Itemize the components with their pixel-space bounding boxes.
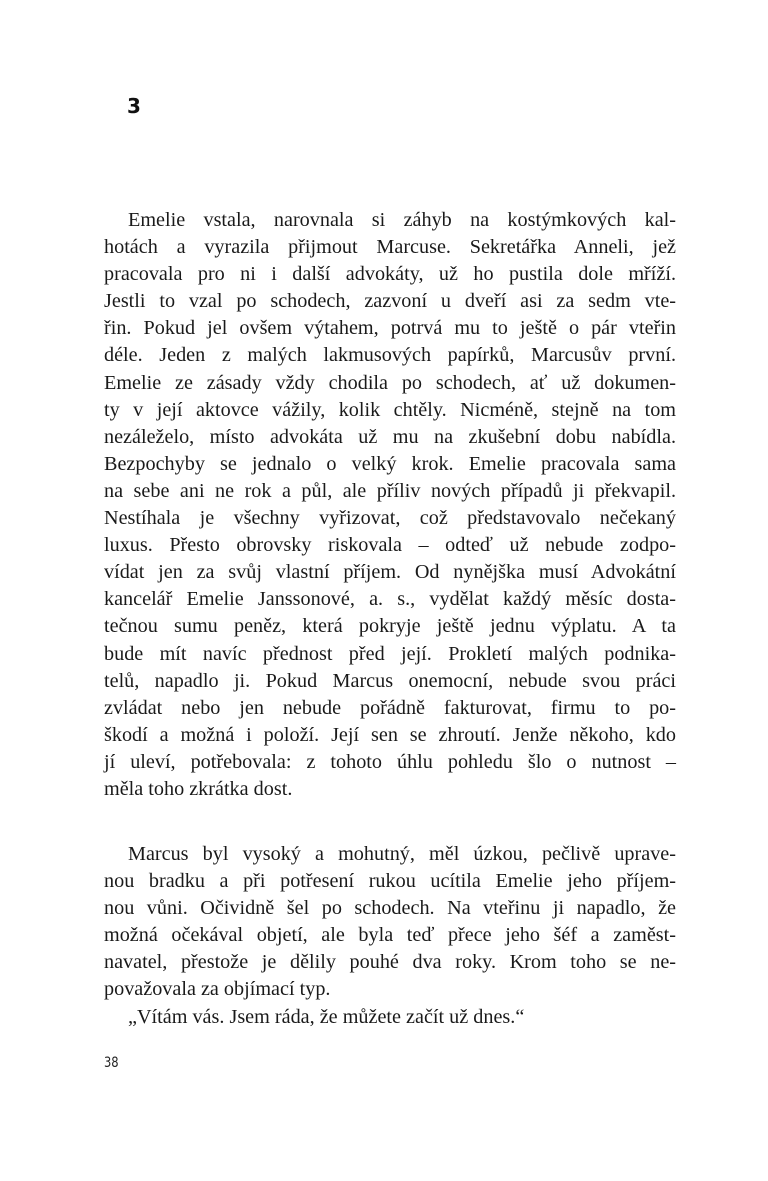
text-line: zvládat nebo jen nebude pořádně fakturovat, firmu to po- [104,696,676,719]
text-line: navatel, přestože je dělily pouhé dva roky. Krom toho se ne- [104,951,676,974]
text-line: na sebe ani ne rok a půl, ale příliv nových případů ji překvapil. [104,479,676,502]
text-line: považovala za objímací typ. [104,978,331,1001]
chapter-number: 3 [127,94,141,118]
text-line: luxus. Přesto obrovsky riskovala – odteď už nebude zodpo- [104,534,676,557]
text-line: hotách a vyrazila přijmout Marcuse. Sekretářka Anneli, jež [104,236,676,259]
text-line: nezáleželo, místo advokáta už mu na zkušební dobu nabídla. [104,425,676,448]
text-line: tečnou sumu peněz, která pokryje ještě jednu výplatu. A ta [104,615,676,638]
text-line: měla toho zkrátka dost. [104,777,293,800]
text-line: nou bradku a při potřesení rukou ucítila Emelie jeho příjem- [104,870,676,893]
text-line: nou vůni. Očividně šel po schodech. Na vteřinu ji napadlo, že [104,897,676,920]
text-line: vídat jen za svůj vlastní příjem. Od nynějška musí Advokátní [104,561,676,584]
paragraph-1 [104,207,676,803]
text-line: telů, napadlo ji. Pokud Marcus onemocní, nebude svou práci [104,669,676,692]
text-line: Jestli to vzal po schodech, zazvoní u dveří asi za sedm vte- [104,290,676,313]
text-line: Marcus byl vysoký a mohutný, měl úzkou, pečlivě uprave- [128,843,676,865]
text-line: Emelie vstala, narovnala si záhyb na kostýmkových kal- [128,209,676,231]
text-line: déle. Jeden z malých lakmusových papírků, Marcusův první. [104,344,676,367]
text-line: Emelie ze zásady vždy chodila po schodech, ať už dokumen- [104,371,676,394]
text-line: Bezpochyby se jednalo o velký krok. Emelie pracovala sama [104,452,676,475]
text-line: řin. Pokud jel ovšem výtahem, potrvá mu to ještě o pár vteřin [104,317,676,340]
dialogue-line: „Vítám vás. Jsem ráda, že můžete začít už dnes.“ [128,1005,525,1028]
paragraph-2 [104,841,676,1031]
text-line: pracovala pro ni i další advokáty, už ho pustila dole mříží. [104,263,676,286]
text-line: jí uleví, potřebovala: z tohoto úhlu pohledu šlo o nutnost – [104,750,676,773]
text-line: kancelář Emelie Janssonové, a. s., vydělat každý měsíc dosta- [104,588,676,611]
page-number: 38 [104,1055,119,1071]
text-line: škodí a možná i položí. Její sen se zhroutí. Jenže někoho, kdo [104,723,676,746]
text-line: ty v její aktovce vážily, kolik chtěly. Nicméně, stejně na tom [104,398,676,421]
text-line: bude mít navíc přednost před její. Prokletí malých podnika- [104,642,676,665]
text-line: Nestíhala je všechny vyřizovat, což představovalo nečekaný [104,507,676,530]
text-line: možná očekával objetí, ale byla teď přece jeho šéf a zaměst- [104,924,676,947]
